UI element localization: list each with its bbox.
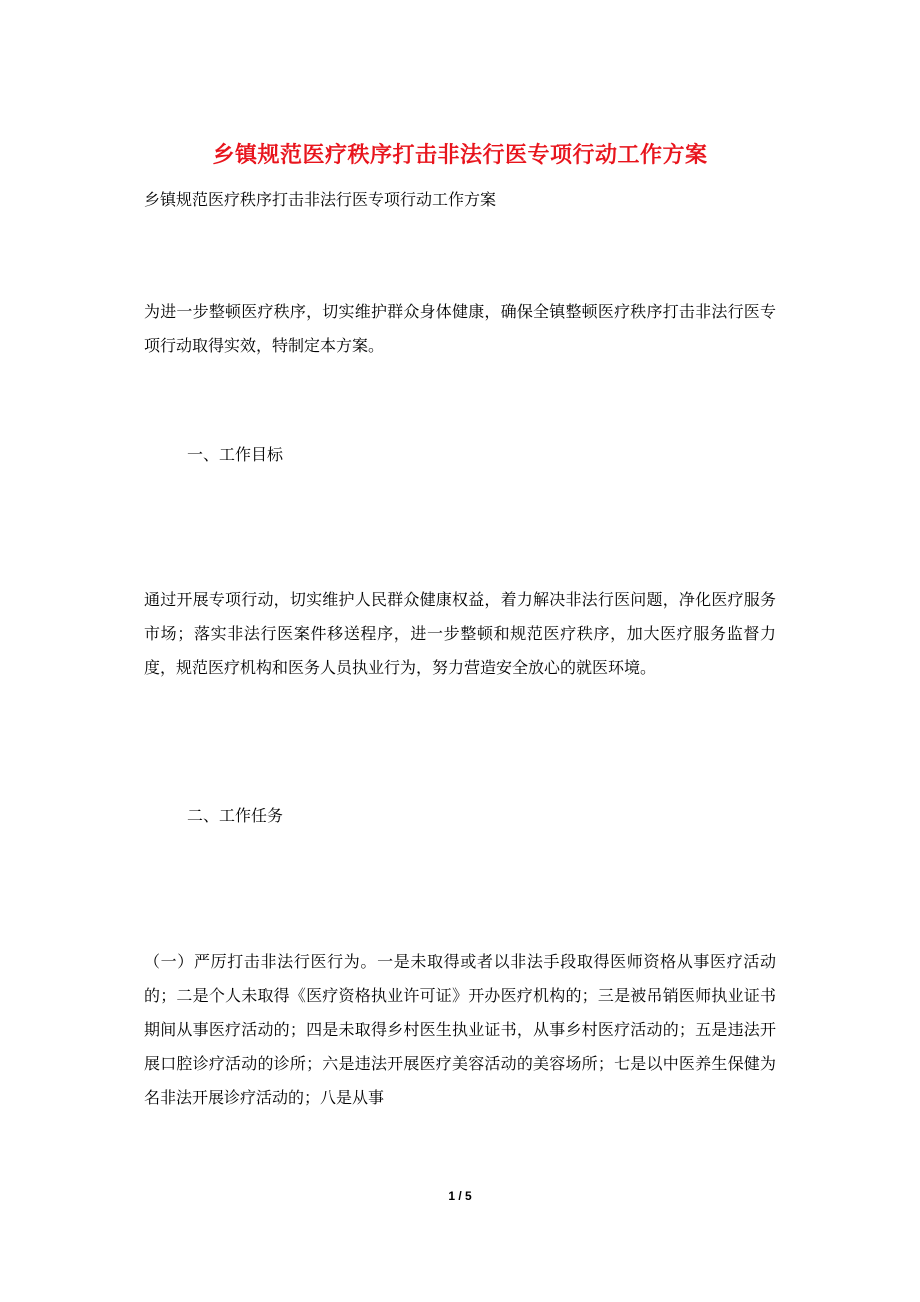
section-heading-goals: 一、工作目标 <box>187 445 284 464</box>
goals-paragraph: 通过开展专项行动，切实维护人民群众健康权益，着力解决非法行医问题，净化医疗服务市场；落实非法行医案件移送程序，进一步整顿和规范医疗秩序，加大医疗服务监督力度，规范医疗机构和医务人员执业行为，努力营造安全放心的就医环境。 <box>144 590 776 677</box>
document-subtitle: 乡镇规范医疗秩序打击非法行医专项行动工作方案 <box>144 190 497 209</box>
page-number: 1 / 5 <box>448 1189 472 1203</box>
tasks-paragraph: （一）严厉打击非法行医行为。一是未取得或者以非法手段取得医师资格从事医疗活动的；二是个人未取得《医疗资格执业许可证》开办医疗机构的；三是被吊销医师执业证书期间从事医疗活动的；四是未取得乡村医生执业证书，从事乡村医疗活动的；五是违法开展口腔诊疗活动的诊所；六是违法开展医疗美容活动的美容场所；七是以中医养生保健为名非法开展诊疗活动的；八是从事 <box>144 952 776 1107</box>
section-heading-tasks: 二、工作任务 <box>187 806 284 825</box>
intro-paragraph: 为进一步整顿医疗秩序，切实维护群众身体健康，确保全镇整顿医疗秩序打击非法行医专项行动取得实效，特制定本方案。 <box>144 302 776 355</box>
document-title: 乡镇规范医疗秩序打击非法行医专项行动工作方案 <box>212 142 708 168</box>
